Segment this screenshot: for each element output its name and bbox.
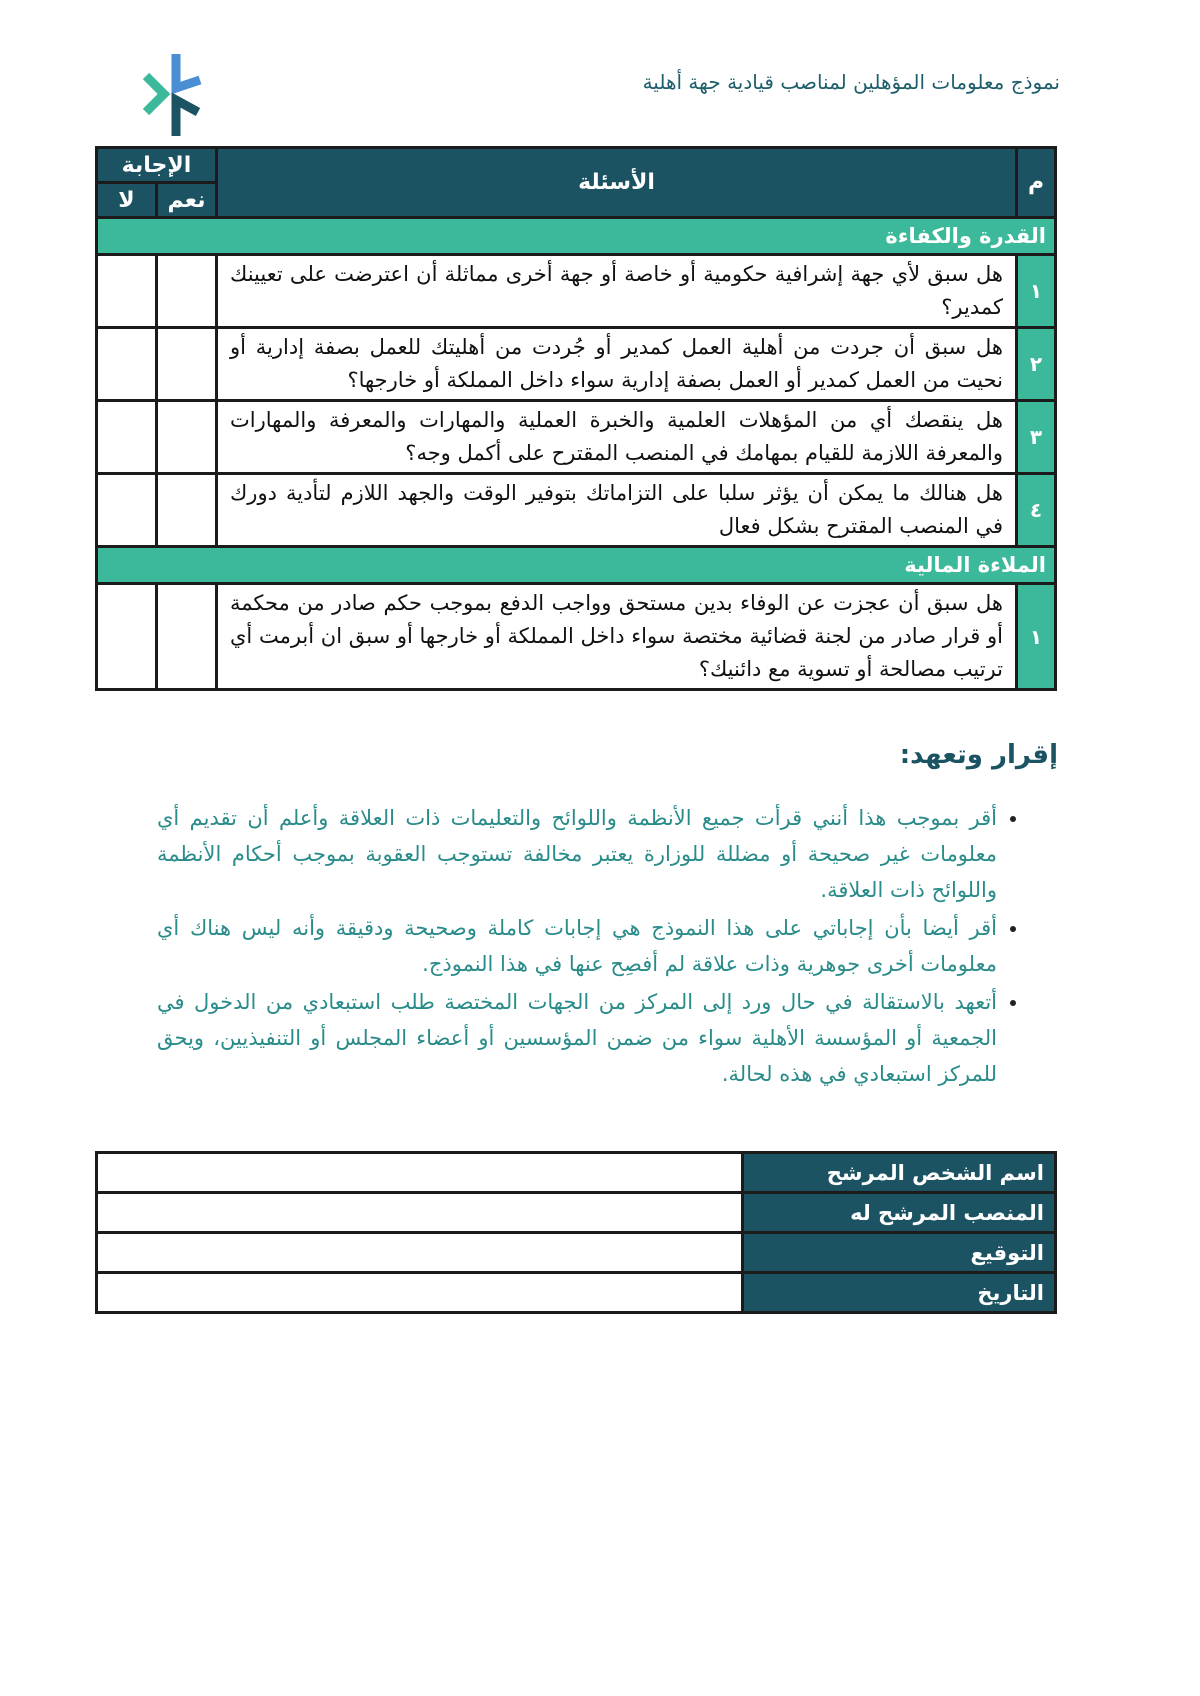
question-text: هل سبق أن جردت من أهلية العمل كمدير أو جُردت من أهليتك للعمل بصفة إدارية أو نحيت من العمل كمدير أو العمل بصفة إدارية سواء داخل المملكة أو خارجها؟ (217, 328, 1017, 401)
section-title-financial: الملاءة المالية (97, 547, 1056, 584)
question-text: هل ينقصك أي من المؤهلات العلمية والخبرة العملية والمهارات والمعرفة والمهارات والمعرفة اللازمة للقيام بمهامك في المنصب المقترح على أكمل وجه؟ (217, 401, 1017, 474)
pledge-item: • أقر بموجب هذا أنني قرأت جميع الأنظمة واللوائح والتعليمات ذات العلاقة وأعلم أن تقديم أي معلومات غير صحيحة أو مضللة للوزارة يعتبر مخالفة تستوجب العقوبة بموجب أحكام الأنظمة واللوائح ذات العلاقة. (157, 800, 997, 908)
row-number: ٤ (1017, 474, 1056, 547)
arrows-logo-icon (138, 50, 218, 140)
answer-yes-cell[interactable] (157, 255, 217, 328)
question-text: هل هنالك ما يمكن أن يؤثر سلبا على التزاماتك بتوفير الوقت والجهد اللازم لتأدية دورك في المنصب المقترح بشكل فعال (217, 474, 1017, 547)
nominated-position-label: المنصب المرشح له (743, 1193, 1056, 1233)
signature-label: التوقيع (743, 1233, 1056, 1273)
yes-header: نعم (157, 183, 217, 218)
question-text: هل سبق لأي جهة إشرافية حكومية أو خاصة أو جهة أخرى مماثلة أن اعترضت على تعيينك كمدير؟ (217, 255, 1017, 328)
row-number: ٣ (1017, 401, 1056, 474)
pledge-title: إقرار وتعهد: (899, 740, 1058, 770)
pledge-item: • أتعهد بالاستقالة في حال ورد إلى المركز من الجهات المختصة طلب استبعادي من الدخول في الجمعية أو المؤسسة الأهلية سواء من ضمن المؤسسين أو أعضاء المجلس أو التنفيذيين، ويحق للمركز استبعادي في هذه لحالة. (157, 984, 997, 1092)
question-text: هل سبق أن عجزت عن الوفاء بدين مستحق وواجب الدفع بموجب حكم صادر من محكمة أو قرار صادر من لجنة قضائية مختصة سواء داخل المملكة أو خارجها أو سبق ان أبرمت أي ترتيب مصالحة أو تسوية مع دائنيك؟ (217, 584, 1017, 690)
answer-yes-cell[interactable] (157, 401, 217, 474)
answer-no-cell[interactable] (97, 255, 157, 328)
candidate-name-label: اسم الشخص المرشح (743, 1153, 1056, 1193)
answer-no-cell[interactable] (97, 401, 157, 474)
table-row (97, 1273, 1056, 1313)
row-number: ١ (1017, 584, 1056, 690)
answer-yes-cell[interactable] (157, 584, 217, 690)
answer-yes-cell[interactable] (157, 328, 217, 401)
candidate-info-table (95, 1151, 1057, 1314)
table-row (97, 1233, 1056, 1273)
row-number: ١ (1017, 255, 1056, 328)
table-row (97, 255, 1056, 328)
document-title: نموذج معلومات المؤهلين لمناصب قيادية جهة أهلية (642, 70, 1060, 94)
table-row (97, 474, 1056, 547)
answer-no-cell[interactable] (97, 584, 157, 690)
date-field[interactable] (97, 1273, 743, 1313)
answer-no-cell[interactable] (97, 328, 157, 401)
pledge-item: • أقر أيضا بأن إجاباتي على هذا النموذج هي إجابات كاملة وصحيحة ودقيقة وأنه ليس هناك أي معلومات أخرى جوهرية وذات علاقة لم أفصِح عنها في هذا النموذج. (157, 910, 997, 982)
no-header: لا (97, 183, 157, 218)
questions-header: الأسئلة (217, 148, 1017, 218)
table-row (97, 401, 1056, 474)
table-row (97, 584, 1056, 690)
table-row (97, 1153, 1056, 1193)
pledge-list (157, 800, 1025, 1092)
candidate-name-field[interactable] (97, 1153, 743, 1193)
row-number: ٢ (1017, 328, 1056, 401)
table-row (97, 1193, 1056, 1233)
signature-field[interactable] (97, 1233, 743, 1273)
answer-header: الإجابة (97, 148, 217, 183)
answer-no-cell[interactable] (97, 474, 157, 547)
section-title-capability: القدرة والكفاءة (97, 218, 1056, 255)
answer-yes-cell[interactable] (157, 474, 217, 547)
number-header: م (1017, 148, 1056, 218)
nominated-position-field[interactable] (97, 1193, 743, 1233)
date-label: التاريخ (743, 1273, 1056, 1313)
table-row (97, 328, 1056, 401)
questions-table (95, 146, 1057, 691)
